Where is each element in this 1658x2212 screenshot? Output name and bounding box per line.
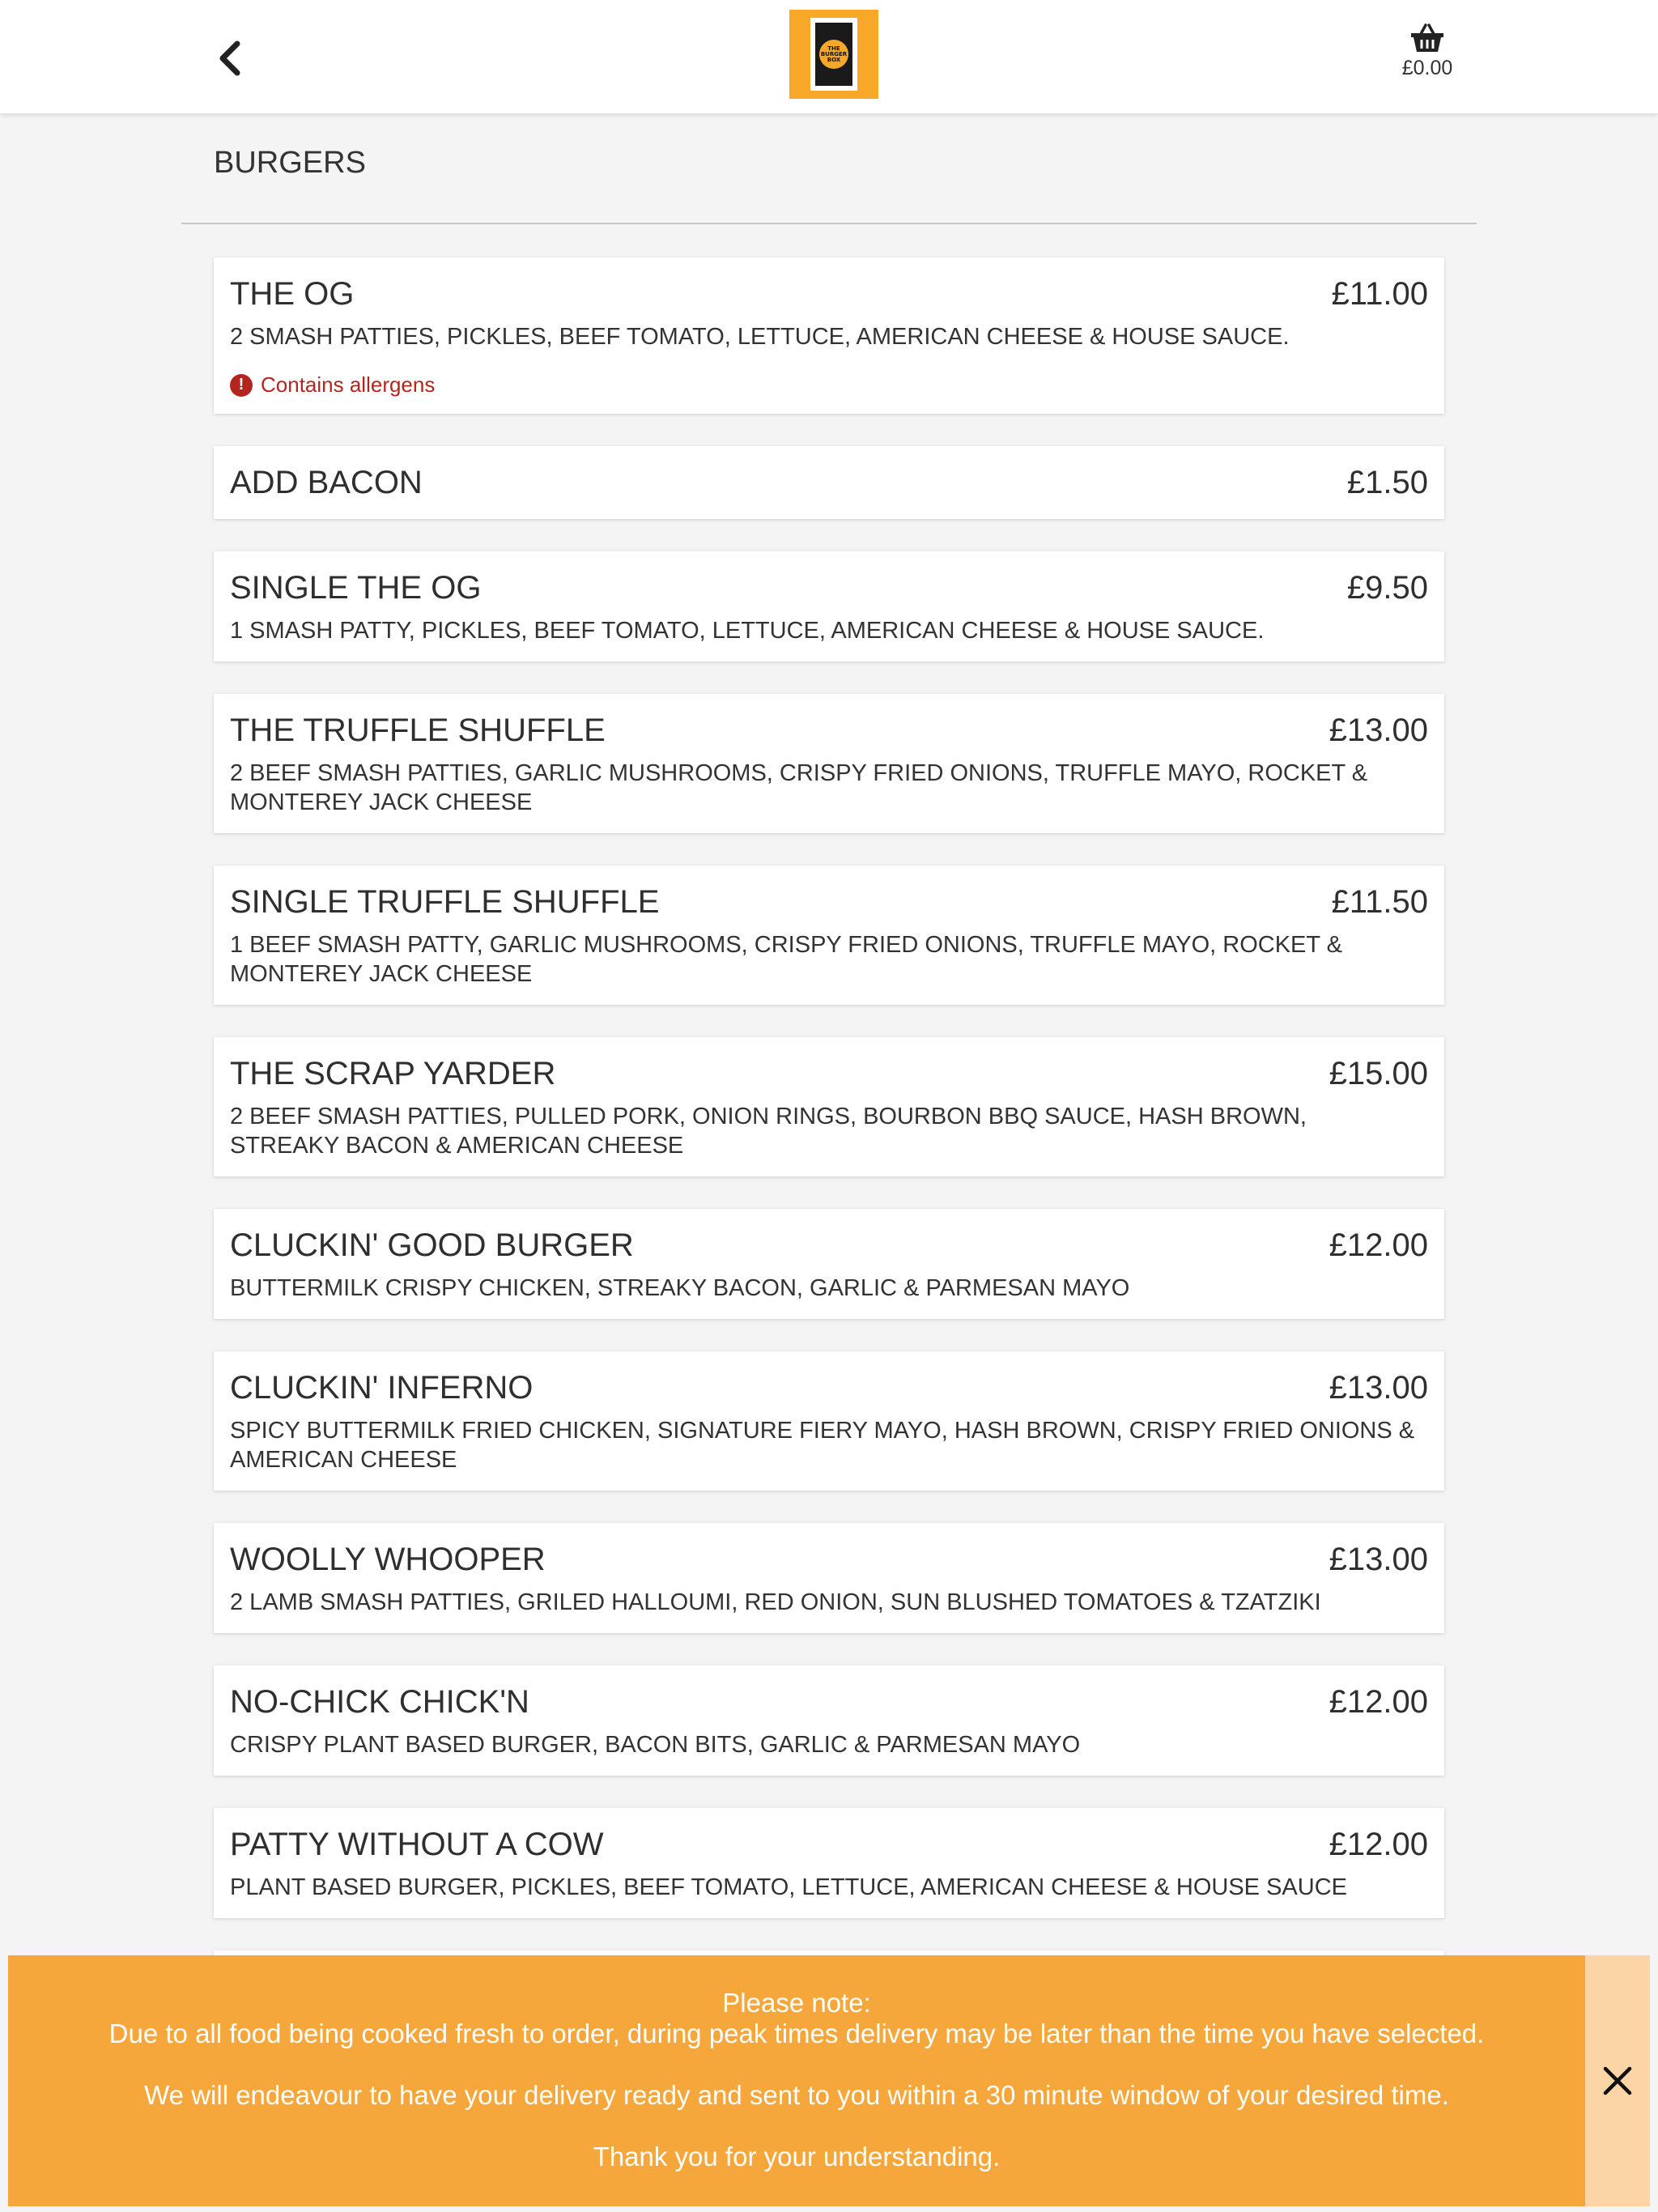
menu-item[interactable] xyxy=(214,1037,1444,1176)
notice-line-1: Due to all food being cooked fresh to order, during peak times delivery may be later than the time you have selected. xyxy=(108,2018,1485,2048)
notice-message xyxy=(8,1955,1585,2206)
item-name: SINGLE THE OG xyxy=(230,570,482,606)
item-name: CLUCKIN' GOOD BURGER xyxy=(230,1227,634,1263)
close-icon[interactable] xyxy=(1601,2065,1634,2097)
section-divider xyxy=(181,223,1477,224)
notice-line-2: We will endeavour to have your delivery ready and sent to you within a 30 minute window of your desired time. xyxy=(144,2080,1449,2110)
delivery-notice-banner xyxy=(8,1955,1650,2206)
exclamation-icon: ! xyxy=(230,374,253,397)
item-description: SPICY BUTTERMILK FRIED CHICKEN, SIGNATURE FIERY MAYO, HASH BROWN, CRISPY FRIED ONIONS & AMERICAN CHEESE xyxy=(230,1418,1415,1473)
section-title: BURGERS xyxy=(214,146,366,180)
item-description: 2 SMASH PATTIES, PICKLES, BEEF TOMATO, LETTUCE, AMERICAN CHEESE & HOUSE SAUCE. xyxy=(230,324,1290,350)
item-price: £1.50 xyxy=(1346,465,1428,500)
item-description: CRISPY PLANT BASED BURGER, BACON BITS, GARLIC & PARMESAN MAYO xyxy=(230,1732,1081,1758)
menu-list xyxy=(214,257,1444,2054)
menu-item[interactable] xyxy=(214,1351,1444,1491)
item-description: 2 BEEF SMASH PATTIES, PULLED PORK, ONION RINGS, BOURBON BBQ SAUCE, HASH BROWN, STREAKY BACON & AMERICAN CHEESE xyxy=(230,1104,1307,1159)
menu-item[interactable] xyxy=(214,694,1444,833)
item-description: 1 BEEF SMASH PATTY, GARLIC MUSHROOMS, CRISPY FRIED ONIONS, TRUFFLE MAYO, ROCKET & MONTEREY JACK CHEESE xyxy=(230,932,1342,987)
item-price: £12.00 xyxy=(1329,1684,1428,1720)
item-name: NO-CHICK CHICK'N xyxy=(230,1684,529,1720)
item-price: £9.50 xyxy=(1346,570,1428,606)
item-price: £11.50 xyxy=(1331,884,1428,920)
chevron-left-icon[interactable] xyxy=(216,40,242,76)
item-name: THE TRUFFLE SHUFFLE xyxy=(230,713,606,748)
item-name: THE OG xyxy=(230,276,355,312)
notice-line-3: Thank you for your understanding. xyxy=(593,2142,1001,2172)
menu-item[interactable] xyxy=(214,866,1444,1005)
item-price: £15.00 xyxy=(1329,1056,1428,1091)
menu-item[interactable] xyxy=(214,1665,1444,1776)
basket-icon[interactable] xyxy=(1409,23,1445,53)
allergen-label: Contains allergens xyxy=(261,372,436,397)
menu-item[interactable] xyxy=(214,551,1444,661)
basket-total: £0.00 xyxy=(1401,57,1453,79)
item-name: WOOLLY WHOOPER xyxy=(230,1542,546,1577)
notice-close-button[interactable] xyxy=(1585,1955,1650,2206)
item-description: 2 LAMB SMASH PATTIES, GRILED HALLOUMI, RED ONION, SUN BLUSHED TOMATOES & TZATZIKI xyxy=(230,1589,1321,1615)
menu-item[interactable] xyxy=(214,446,1444,519)
notice-title: Please note: xyxy=(722,1988,871,2018)
item-price: £13.00 xyxy=(1329,1542,1428,1577)
item-price: £12.00 xyxy=(1329,1827,1428,1862)
item-name: ADD BACON xyxy=(230,465,423,500)
menu-item[interactable] xyxy=(214,1523,1444,1633)
item-description: 1 SMASH PATTY, PICKLES, BEEF TOMATO, LETTUCE, AMERICAN CHEESE & HOUSE SAUCE. xyxy=(230,618,1265,644)
item-description: BUTTERMILK CRISPY CHICKEN, STREAKY BACON, GARLIC & PARMESAN MAYO xyxy=(230,1275,1130,1301)
item-name: CLUCKIN' INFERNO xyxy=(230,1370,534,1406)
back-button[interactable] xyxy=(209,36,249,81)
item-price: £12.00 xyxy=(1329,1227,1428,1263)
basket-button[interactable] xyxy=(1384,23,1470,91)
item-name: SINGLE TRUFFLE SHUFFLE xyxy=(230,884,660,920)
item-description: 2 BEEF SMASH PATTIES, GARLIC MUSHROOMS, CRISPY FRIED ONIONS, TRUFFLE MAYO, ROCKET & MONTEREY JACK CHEESE xyxy=(230,760,1368,815)
menu-item[interactable] xyxy=(214,1209,1444,1319)
item-description: PLANT BASED BURGER, PICKLES, BEEF TOMATO, LETTUCE, AMERICAN CHEESE & HOUSE SAUCE xyxy=(230,1874,1347,1900)
menu-item[interactable] xyxy=(214,257,1444,414)
menu-item[interactable] xyxy=(214,1808,1444,1918)
item-name: THE SCRAP YARDER xyxy=(230,1056,556,1091)
top-bar xyxy=(0,0,1658,113)
item-name: PATTY WITHOUT A COW xyxy=(230,1827,604,1862)
item-price: £11.00 xyxy=(1331,276,1428,312)
item-price: £13.00 xyxy=(1329,1370,1428,1406)
allergen-warning[interactable] xyxy=(230,372,1428,398)
brand-logo[interactable] xyxy=(789,10,878,99)
item-price: £13.00 xyxy=(1329,713,1428,748)
logo-text: THE BURGER BOX xyxy=(819,40,848,69)
